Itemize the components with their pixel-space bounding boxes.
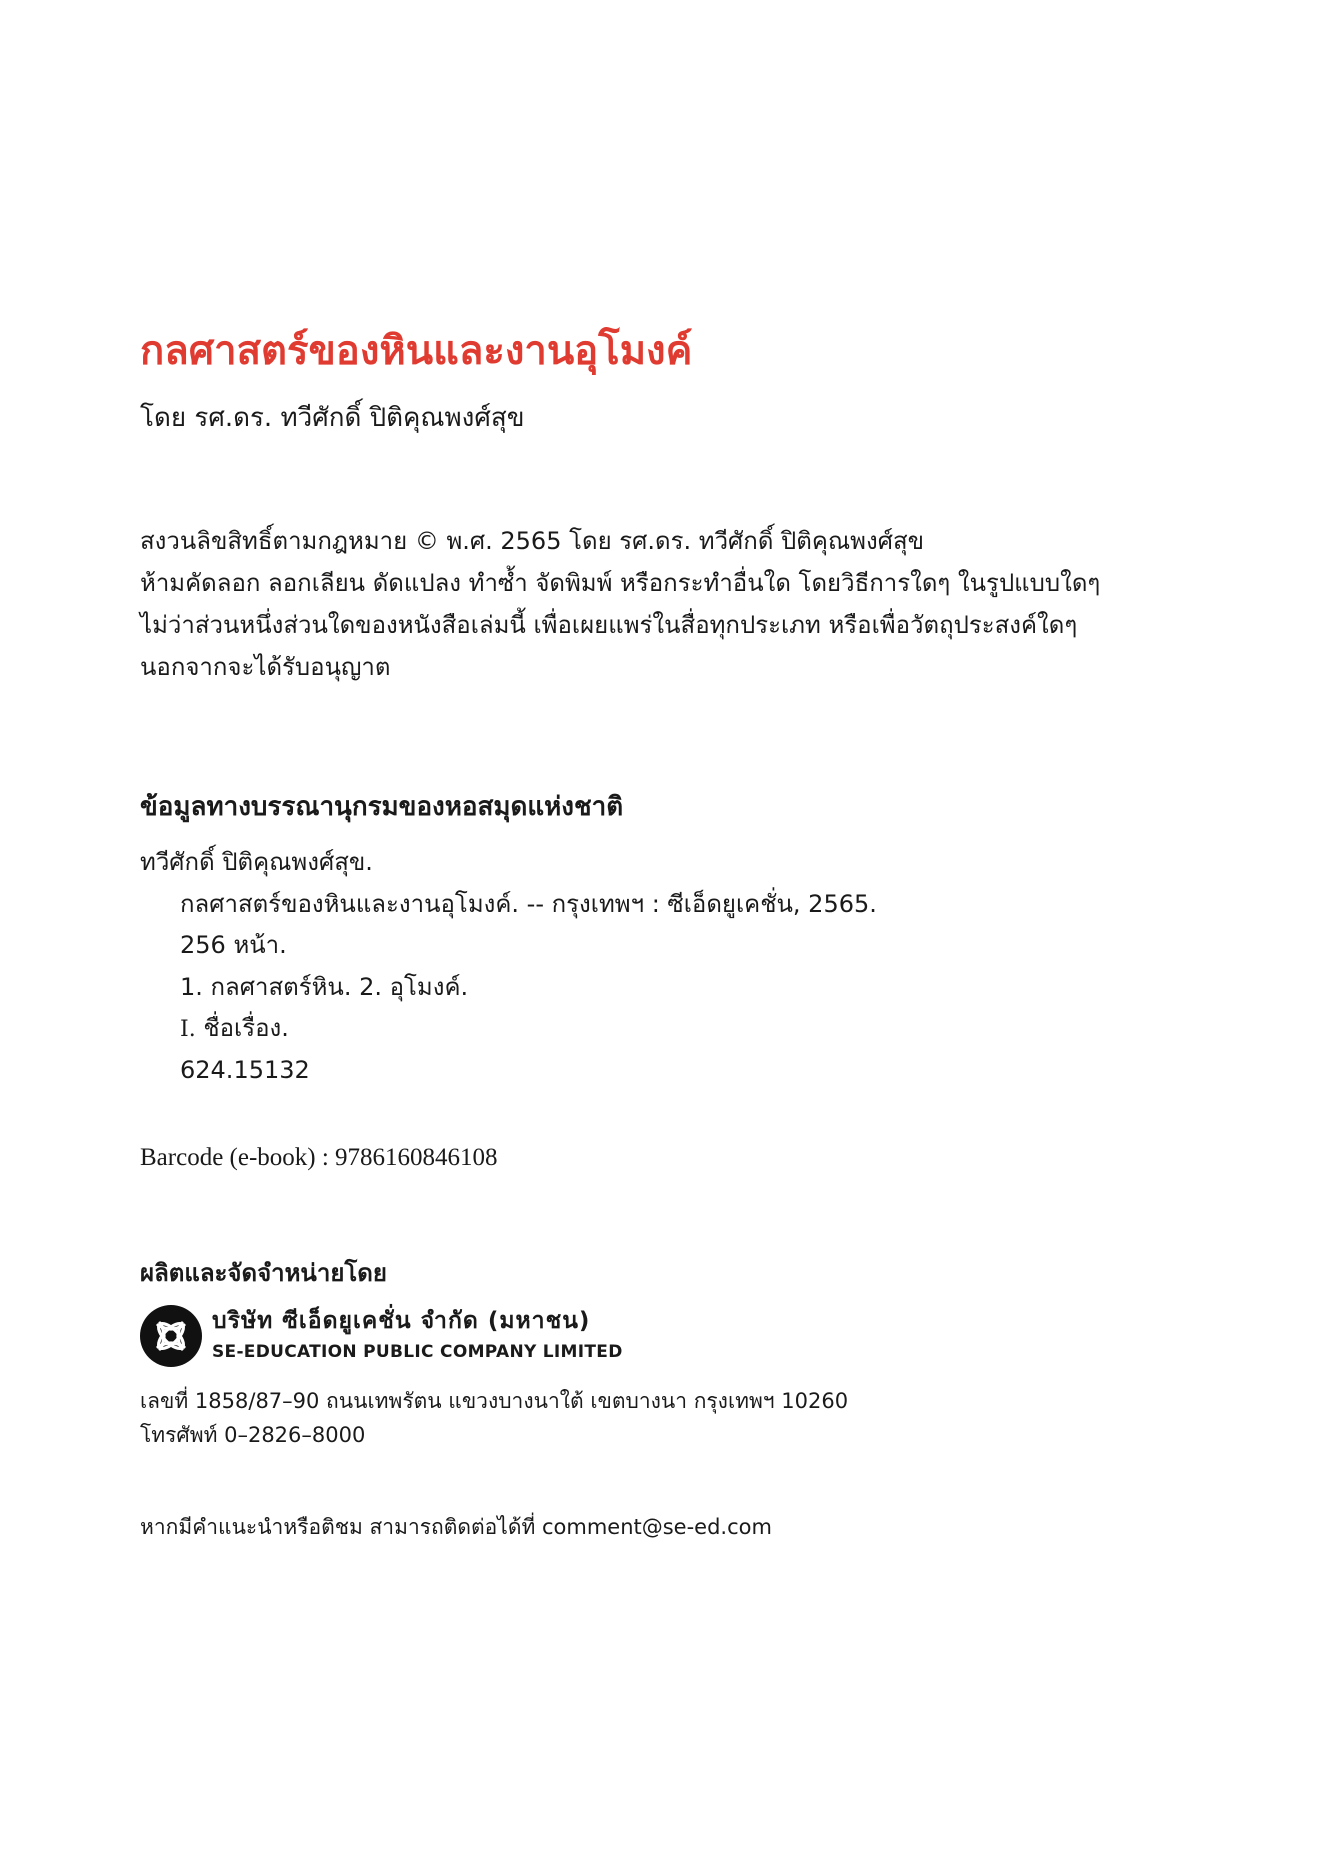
copyright-notice (140, 520, 1100, 688)
barcode-line: Barcode (e-book) : 9786160846108 (140, 1144, 498, 1171)
phone-line: โทรศัพท์ 0–2826–8000 (140, 1423, 366, 1447)
se-ed-knot-logo-icon (140, 1305, 202, 1367)
publisher-name-english: SE-EDUCATION PUBLIC COMPANY LIMITED (212, 1342, 623, 1362)
cip-title-imprint: กลศาสตร์ของหินและงานอุโมงค์. -- กรุงเทพฯ : ซีเอ็ดยูเคชั่น, 2565. (180, 889, 877, 918)
address-line: เลขที่ 1858/87–90 ถนนเทพรัตน แขวงบางนาใต้ เขตบางนา กรุงเทพฯ 10260 (140, 1389, 849, 1413)
cip-heading: ข้อมูลทางบรรณานุกรมของหอสมุดแห่งชาติ (140, 792, 624, 822)
book-title: กลศาสตร์ของหินและงานอุโมงค์ (140, 327, 693, 374)
cip-pages: 256 หน้า. (180, 931, 287, 959)
cip-record (140, 842, 877, 1091)
copyright-line: ห้ามคัดลอก ลอกเลียน ดัดแปลง ทำซ้ำ จัดพิมพ์ หรือกระทำอื่นใด โดยวิธีการใดๆ ในรูปแบบใดๆ (140, 569, 1101, 597)
copyright-line: ไม่ว่าส่วนหนึ่งส่วนใดของหนังสือเล่มนี้ เพื่อเผยแพร่ในสื่อทุกประเภท หรือเพื่อวัตถุประสงค์ใดๆ (140, 611, 1078, 639)
cip-title-entry-text: ชื่อเรื่อง. (203, 1014, 289, 1042)
publisher-name-thai: บริษัท ซีเอ็ดยูเคชั่น จำกัด (มหาชน) (212, 1308, 591, 1334)
feedback-contact: หากมีคำแนะนำหรือติชม สามารถติดต่อได้ที่ comment@se-ed.com (140, 1515, 772, 1539)
cip-classification: 624.15132 (180, 1055, 310, 1084)
publisher-address (140, 1384, 848, 1452)
cip-author: ทวีศักดิ์ ปิติคุณพงศ์สุข. (140, 848, 373, 876)
author-line: โดย รศ.ดร. ทวีศักดิ์ ปิติคุณพงศ์สุข (140, 403, 525, 433)
cip-title-entry (140, 1008, 877, 1050)
copyright-line: นอกจากจะได้รับอนุญาต (140, 653, 391, 681)
publisher-heading: ผลิตและจัดจำหน่ายโดย (140, 1259, 387, 1287)
copyright-line: สงวนลิขสิทธิ์ตามกฎหมาย © พ.ศ. 2565 โดย รศ.ดร. ทวีศักดิ์ ปิติคุณพงศ์สุข (140, 527, 924, 555)
cip-subjects: 1. กลศาสตร์หิน. 2. อุโมงค์. (180, 972, 469, 1001)
cip-title-entry-numeral: I. (180, 1017, 196, 1042)
